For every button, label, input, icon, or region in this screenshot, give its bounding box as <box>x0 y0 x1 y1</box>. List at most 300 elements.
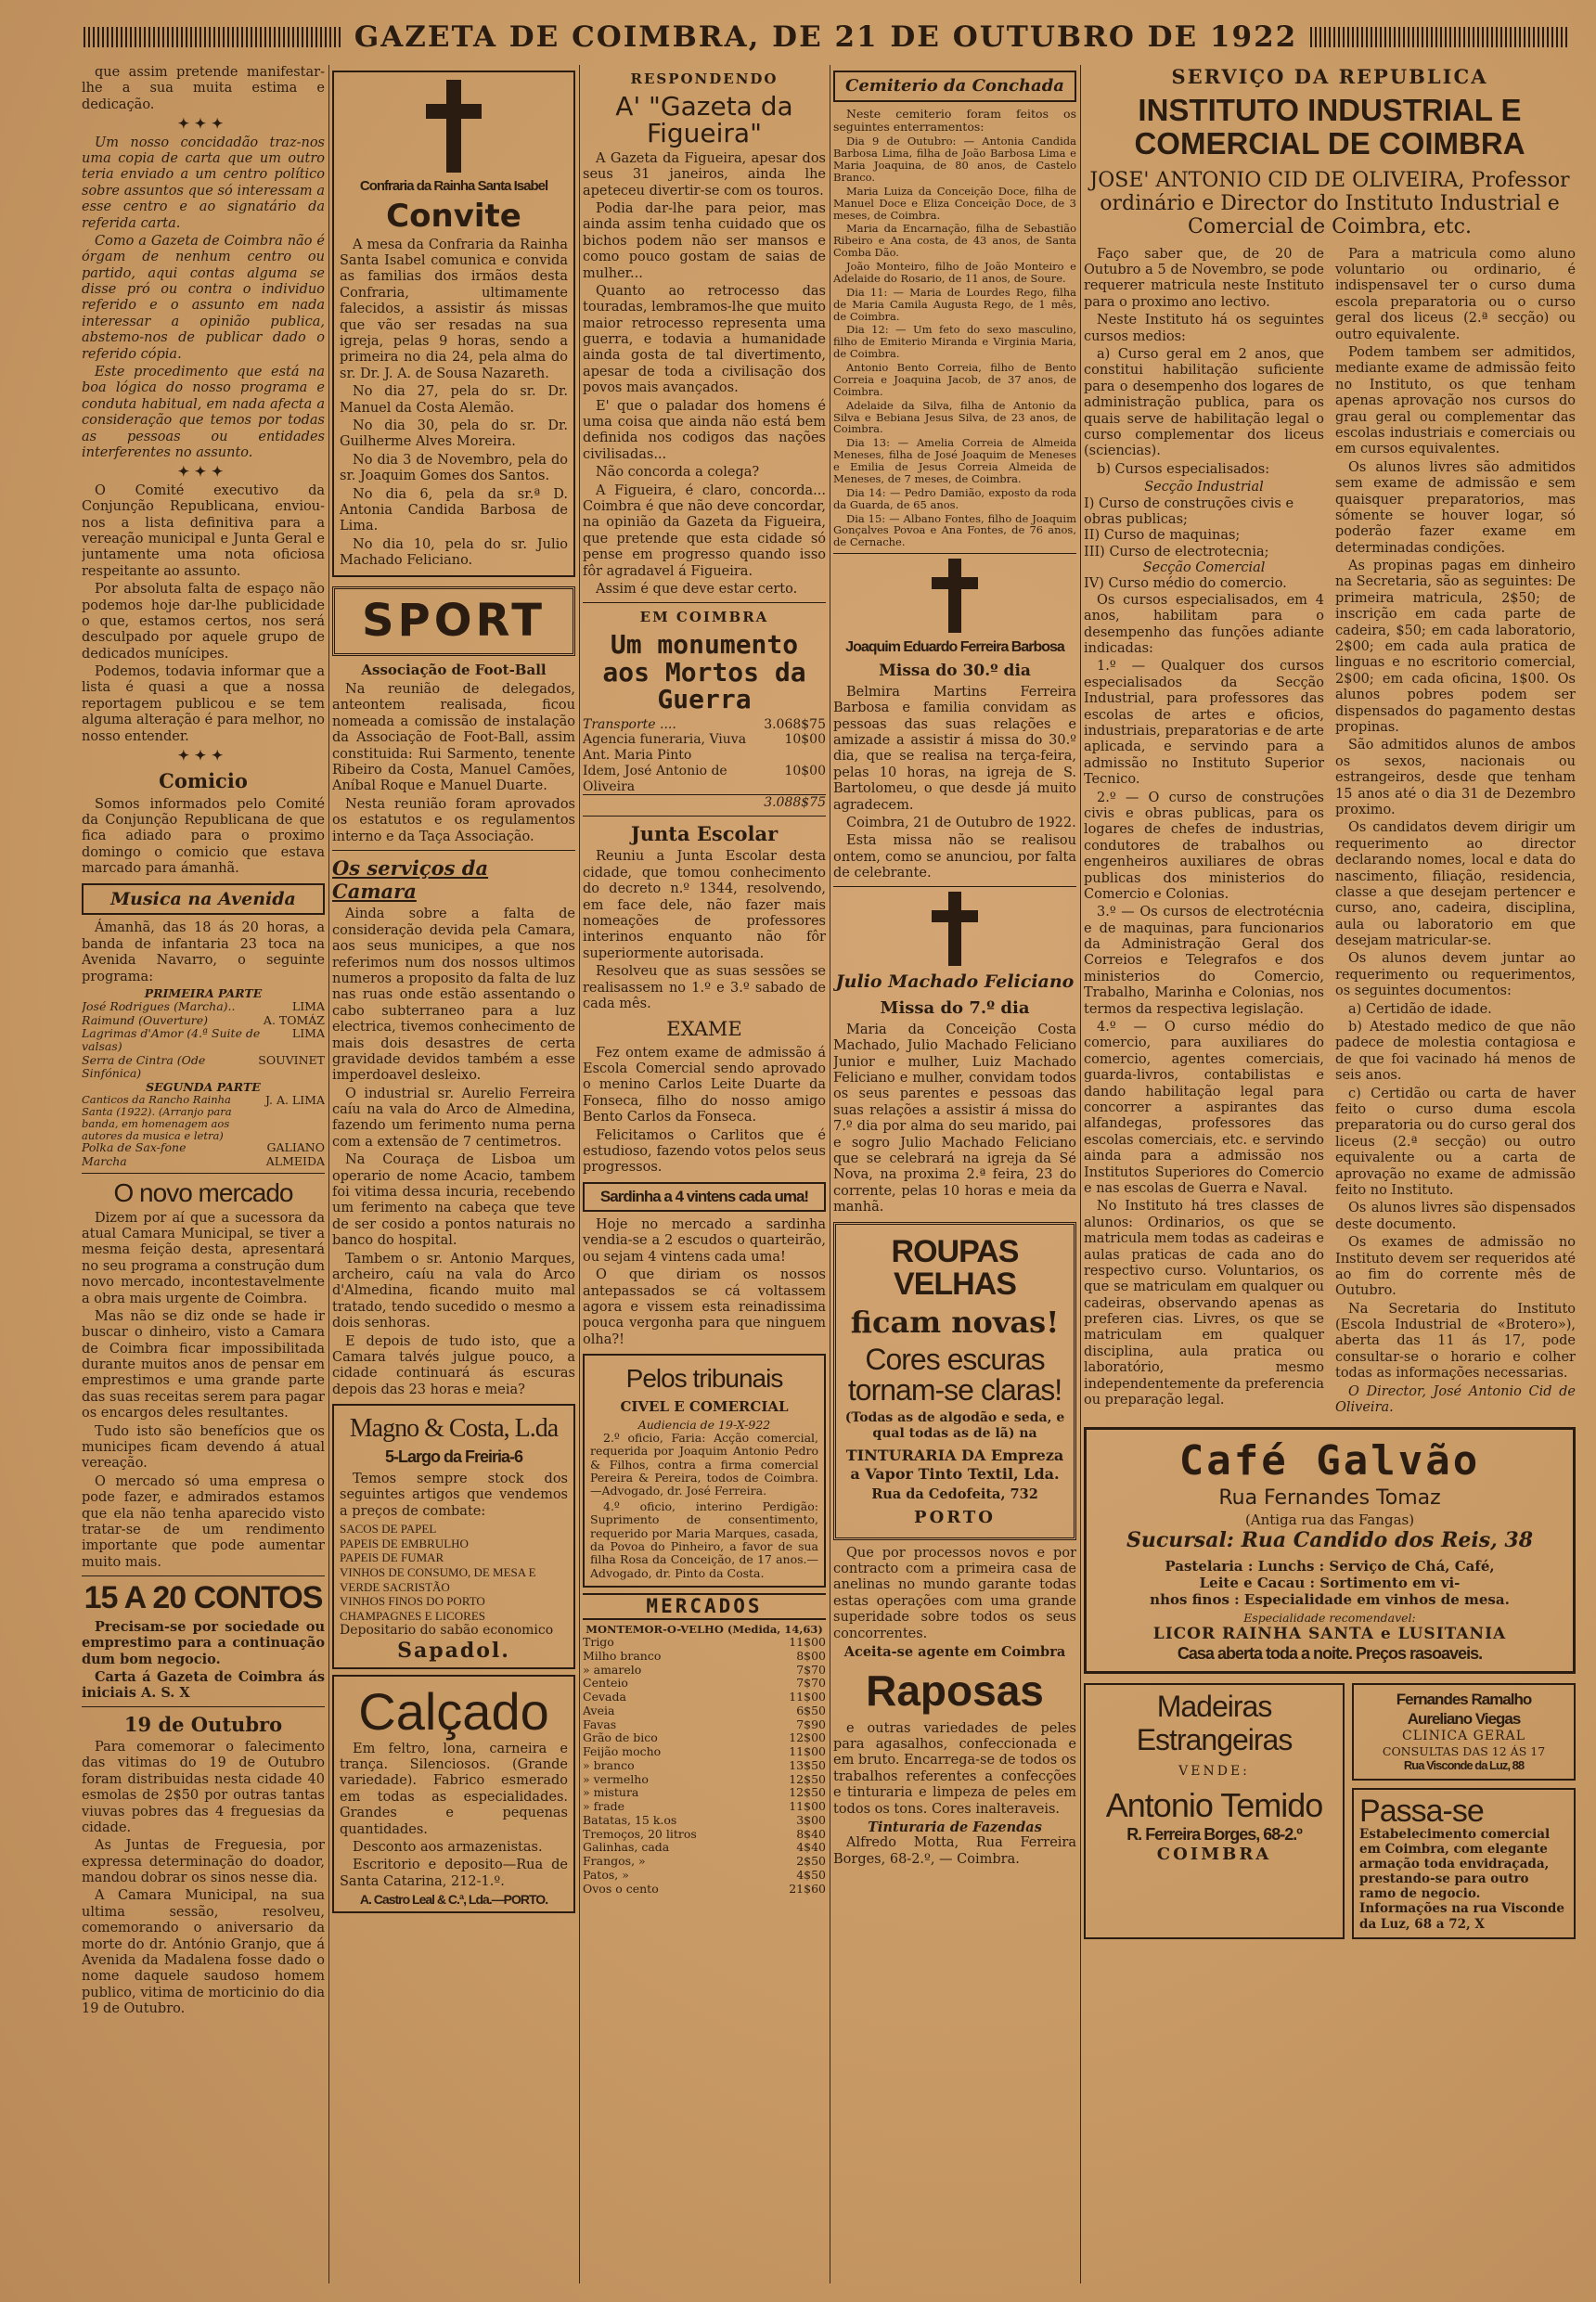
ad-heading: Magno & Costa, L.da <box>349 1414 559 1444</box>
article-heading-box <box>583 1182 826 1212</box>
price-item: Frangos, » <box>583 1854 646 1869</box>
price-item: » frade <box>583 1799 625 1814</box>
article-text: Belmira Martins Ferreira Barbosa e familia convidam as pessoas das suas relações e amizade a assistir á missa do 30.º dia, que se realisa na terça-feira, pelas 10 horas, na igreja de S. Bartolomeu, o que desde já muito agradecem. <box>833 684 1076 813</box>
masthead-hatch-left <box>84 27 341 47</box>
program-row <box>82 1141 325 1154</box>
passase-ad <box>1352 1788 1576 1939</box>
notice-text: Os alunos livres são admitidos sem exame de admissão e sem quaisquer preparatorios, mas sómente se houver logar, só poderão fazer exame em determinadas condições. <box>1335 459 1576 556</box>
subscription-amount: 10$00 <box>784 732 826 748</box>
tribunais-box <box>583 1354 826 1588</box>
burial-entry: Dia 13: — Amelia Correia de Almeida Meneses, filha de José Joaquim de Meneses e Emilia de Jesus Correia Almeida de Meneses, de 7 meses, de Coimbra. <box>833 436 1076 485</box>
ad-heading: Cores escuras tornam-se claras! <box>847 1342 1062 1408</box>
article-text: O que diriam os nossos antepassados se cá voltassem agora e vissem esta reinadissima pouca vergonha para que ninguem olha?! <box>583 1267 826 1347</box>
burial-entry: Antonio Bento Correia, filho de Bento Correia e Joaquina Jacob, de 37 anos, de Coimbra. <box>833 361 1076 398</box>
notice-text: b) Atestado medico de que não padece de molestia contagiosa e de que foi vacinado há menos de seis anos. <box>1335 1020 1576 1084</box>
price-row <box>583 1664 826 1678</box>
notice-text: Faço saber que, de 20 de Outubro a 5 de Novembro, se pode requerer matricula neste Instituto para o proximo ano lectivo. <box>1084 246 1324 310</box>
subheading: MONTEMOR-O-VELHO (Medida, 14,63) <box>586 1623 823 1637</box>
article-heading: Os serviços da Camara <box>332 856 489 904</box>
program-piece: Marcha <box>82 1153 127 1168</box>
program-row <box>82 1155 325 1168</box>
column-4 <box>833 65 1076 2283</box>
article-text: Na Couraça de Lisboa um operario de nome Acacio, tambem foi vitima dessa incuria, recebendo um ferimento na cabeça que teve de ser cosido a pontos naturais no banco do hospital. <box>332 1152 575 1249</box>
notice-text: 4.º — O curso médio do comercio, para auxiliares do comercio, agentes comerciais, guarda-livros, contabilistas e dando habilitação legal para concorrer a aspirantes das alfandegas, professores das escolas comerciais, etc. e servindo ainda para a admissão nos Institutos Superiores do Comercio e nas escolas de Guerra e Naval. <box>1084 1020 1324 1196</box>
separator-stars: ✦✦✦ <box>177 116 229 133</box>
price-item: Ovos o cento <box>583 1881 659 1896</box>
article-heading: Sardinha a 4 vintens cada uma! <box>599 1187 809 1205</box>
subscription-total <box>583 794 826 811</box>
price-value: 8$00 <box>796 1648 826 1663</box>
price-value: 11$00 <box>789 1799 826 1814</box>
price-row <box>583 1704 826 1718</box>
article-text: Mas não se diz onde se hade ir buscar o dinheiro, visto a Camara de Coimbra ficar impossibilitada durante muitos anos de pensar em emprestimos e uma grande parte das suas receitas serem para pagar os encargos deles resultantes. <box>82 1308 325 1421</box>
article-text: Fez ontem exame de admissão á Escola Comercial sendo aprovado o menino Carlos Leite Duarte da Fonseca, filho do nosso amigo Bento Carlos da Fonseca. <box>583 1045 826 1125</box>
section-heading: SERVIÇO DA REPUBLICA <box>1171 65 1488 88</box>
article-heading-box <box>82 883 325 916</box>
article-text: Maria da Conceição Costa Machado, Julio Machado Feliciano Junior e mulher, Luiz Machado Feliciano e mulher, convidam todos os seus parentes e pessoas das suas relações a assistir á missa do 7.º dia por alma do seu marido, pai e sogro Julio Machado Feliciano que se celebrará na igreja da Sé Nova, na proxima 2.ª feira, 23 do corrente, pelas 10 horas e meia da manhã. <box>833 1022 1076 1215</box>
program-composer: SOUVINET <box>258 1052 325 1067</box>
article-text: Quanto ao retrocesso das touradas, lembramos-lhe que muito maior retrocesso representa uma guerra, e todavia a humanidade ainda gosta de tal divertimento, apesar de toda a civilisação dos povos mais avançados. <box>583 283 826 396</box>
price-item: Feijão mocho <box>583 1744 662 1759</box>
article-text: Felicitamos o Carlitos que é estudioso, fazendo votos pelos seus progressos. <box>583 1127 826 1176</box>
ad-item: VINHOS FINOS DO PORTO <box>340 1594 485 1609</box>
sport-banner <box>332 586 575 657</box>
subscription-list <box>583 717 826 812</box>
article-text: Na reunião de delegados, anteontem realisada, ficou nomeada a comissão de instalação da Associação de Foot-Ball, assim constituida: Rui Sarmento, tenente Ribeiro da Costa, Manuel Camões, Aníbal Roque e Manuel Duarte. <box>332 682 575 794</box>
subscription-amount: 10$00 <box>784 763 826 778</box>
burial-entry: Dia 12: — Um feto do sexo masculino, filho de Emiterio Miranda e Virginia Maria, de Coimbra. <box>833 323 1076 361</box>
price-item: Tremoços, 20 litros <box>583 1826 697 1841</box>
masthead-hatch-right <box>1310 27 1568 47</box>
article-heading: Junta Escolar <box>630 822 779 846</box>
price-value: 4$50 <box>796 1867 826 1882</box>
obituary-mass: Missa do 7.º dia <box>880 998 1030 1019</box>
subscription-row <box>583 717 826 733</box>
price-row <box>583 1773 826 1787</box>
price-item: Milho branco <box>583 1648 662 1663</box>
ad-address: Rua Fernandes Tomaz <box>1218 1486 1441 1511</box>
sport-title: SPORT <box>361 594 547 647</box>
article-heading: Associação de Foot-Ball <box>361 662 547 679</box>
tinturaria-ad <box>833 1222 1076 1540</box>
price-row <box>583 1814 826 1828</box>
price-item: Batatas, 15 k.os <box>583 1812 677 1827</box>
article-text: O industrial sr. Aurelio Ferreira caíu na vala do Arco de Almedina, fazendo um ferimento numa perna com a extensão de 7 centimetros. <box>332 1086 575 1150</box>
notice-text: Os exames de admissão no Instituto devem ser requeridos até ao fim do corrente mês de Outubro. <box>1335 1235 1576 1299</box>
program-list <box>82 1094 325 1168</box>
price-row <box>583 1828 826 1842</box>
article-text: No dia 27, pela do sr. Dr. Manuel da Costa Alemão. <box>340 384 568 416</box>
article-text: E depois de tudo isto, que a Camara talvés julgue pouco, a cidade continuará ás escuras depois das 23 horas e meia? <box>332 1333 575 1397</box>
article-text: Coimbra, 21 de Outubro de 1922. <box>846 815 1076 830</box>
article-text: Ámanhã, das 18 ás 20 horas, a banda de infantaria 23 toca na Avenida Navarro, o seguinte programa: <box>82 920 325 984</box>
burial-list <box>833 135 1076 548</box>
article-heading: 19 de Outubro <box>123 1712 283 1736</box>
program-piece: Lagrimas d'Amor (4.ª Suite de valsas) <box>82 1026 261 1054</box>
column-2 <box>332 65 575 2283</box>
ad-stack <box>1352 1683 1576 1938</box>
price-row <box>583 1731 826 1745</box>
ad-brand: Sapadol. <box>397 1639 510 1664</box>
ad-name: Aureliano Viegas <box>1407 1709 1521 1728</box>
price-value: 2$50 <box>796 1854 826 1869</box>
notice-text: Podem tambem ser admitidos, mediante exame de admissão feito no Instituto, os que tenham apenas aprovação nos cursos do grau geral ou complementar das escolas industriais e comerciais ou em cursos equivalentes. <box>1335 345 1576 457</box>
masthead <box>84 13 1568 61</box>
ad-text: Depositario do sabão economico <box>340 1623 554 1639</box>
article-text: Somos informados pelo Comité da Conjunção Republicana de que fica adiado para o proximo domingo o comicio que estava marcado para ámanhã. <box>82 796 325 877</box>
obituary-name: Joaquim Eduardo Ferreira Barbosa <box>845 639 1064 656</box>
price-row <box>583 1718 826 1732</box>
burial-entry: Dia 15: — Albano Fontes, filho de Joaquim Gonçalves Povoa e Ana Fontes, de 76 anos, de Cernache. <box>833 511 1076 549</box>
article-text: Podemos, todavia informar que a lista é quasi a que a nossa reportagem publicou e se tem alguma alteração é para melhor, no nosso entender. <box>82 664 325 744</box>
price-value: 11$00 <box>789 1690 826 1704</box>
divider <box>82 1706 325 1707</box>
price-value: 7$90 <box>796 1717 826 1731</box>
program-list <box>82 1000 325 1080</box>
ad-text: Escritorio e deposito—Rua de Santa Catarina, 212-1.º. <box>340 1858 568 1889</box>
program-composer: GALIANO <box>266 1140 325 1155</box>
ad-heading: Madeiras Estrangeiras <box>1136 1690 1293 1756</box>
ad-address: 5-Largo da Freiria-6 <box>384 1447 523 1467</box>
article-text: 2.º oficio, Faria: Acção comercial, requerida por Joaquim Antonio Pedro & Filhos, contra a firma comercial Pereira & Pereira, todos de Coimbra.—Advogado, dr. José Ferreira. <box>590 1430 818 1498</box>
notice-text: 2.º — O curso de construções civis e obras publicas, para os logares de chefes de industrias, condutores de trabalhos ou engenheiros auxiliares de obras publicas dos ministerios do Comercio e Colonias. <box>1084 790 1324 902</box>
ad-item: CHAMPAGNES E LICORES <box>340 1608 485 1623</box>
ad-address: Rua Visconde da Luz, 88 <box>1403 1757 1525 1772</box>
column-1 <box>82 65 325 2283</box>
burial-entry: Maria Luiza da Conceição Doce, filha de Manuel Doce e Eliza Conceição Doce, de 3 meses, de Coimbra. <box>833 184 1076 222</box>
article-text: No dia 30, pela do sr. Dr. Guilherme Alves Moreira. <box>340 418 568 450</box>
magno-ad <box>332 1404 575 1669</box>
article-text: Podia dar-lhe para peior, mas ainda assim tenha cuidado que os bichos podem não ser mansos e como pouco gostam de saias de mulher... <box>583 200 826 281</box>
burial-entry: Dia 14: — Pedro Damião, exposto da roda da Guarda, de 65 anos. <box>833 485 1076 511</box>
notice-col-left <box>1084 247 1324 1419</box>
column-5 <box>1084 65 1576 2283</box>
price-row <box>583 1869 826 1883</box>
burial-entry: Maria da Encarnação, filha de Sebastião Ribeiro e Ana costa, de 43 anos, de Santa Comba Dão. <box>833 222 1076 260</box>
subscription-row <box>583 732 826 764</box>
program-row <box>82 1054 325 1081</box>
subscription-row <box>583 764 826 795</box>
notice-text: Neste Instituto há os seguintes cursos medios: <box>1084 313 1324 344</box>
notice-text: Os alunos devem juntar ao requerimento ou requerimentos, os seguintes documentos: <box>1335 951 1576 999</box>
article-text: O mercado só uma empresa o pode fazer, e admirados estamos que ela não tenha aparecido visto tratar-se de um rendimento importante que pode aumentar muito mais. <box>82 1473 325 1570</box>
article-heading: Cemiterio da Conchada <box>845 76 1064 96</box>
article-heading: Musica na Avenida <box>110 888 296 909</box>
price-value: 4$40 <box>796 1840 826 1855</box>
notice-text: No Instituto há tres classes de alunos: Ordinarios, os que se matricula mem todas as cadeiras e aulas praticas de cada ano do respectivo curso. Voluntarios, os que se matriculam em qualquer ou cadeiras, observando apenas as preferen cias. Livres, os que se matriculam em qualquer disciplina, aula pratica ou laboratório, mesmo independentemente da preferencia ou preparação legal. <box>1084 1199 1324 1408</box>
article-text: Para comemorar o falecimento das vitimas do 19 de Outubro foram distribuidas nesta cidade 40 esmolas de 2$50 por outras tantas viuvas pobres das 4 freguesias da cidade. <box>82 1739 325 1835</box>
subscription-label: Agencia funeraria, Viuva Ant. Maria Pinto <box>583 732 747 764</box>
article-text: Resolveu que as suas sessões se realisassem no 1.º e 3.º sabado de cada mês. <box>583 964 826 1011</box>
column-rule <box>328 65 329 2283</box>
price-value: 3$00 <box>796 1812 826 1827</box>
ad-text: Aceita-se agente em Coimbra <box>843 1644 1066 1661</box>
article-text: No dia 10, pela do sr. Julio Machado Feliciano. <box>340 536 568 569</box>
program-composer: LIMA <box>291 999 325 1014</box>
article-text: Um nosso concidadão traz-nos uma copia de carta que um outro teria enviado a um centro político sobre assuntos que só interessam a esse centro e ao signatário da referida carta. <box>82 135 325 231</box>
notice-text: b) Cursos especialisados: <box>1097 461 1270 477</box>
price-value: 8$40 <box>796 1826 826 1841</box>
price-row <box>583 1800 826 1814</box>
subscription-amount: 3.068$75 <box>764 716 826 732</box>
notice-text: Os cursos especialisados, em 4 anos, habilitam para o desempenho das funções adiante indicadas: <box>1084 592 1324 657</box>
article-text: Por absoluta falta de espaço não podemos hoje dar-lhe publicidade o que, estamos certos, nos será desculpado por aquele grupo de dedicados munícipes. <box>82 582 325 662</box>
price-row <box>583 1883 826 1897</box>
price-item: Grão de bico <box>583 1730 658 1745</box>
ad-line: Especialidade recomendavel: <box>1243 1610 1416 1625</box>
madeiras-ad <box>1084 1683 1345 1938</box>
price-row <box>583 1855 826 1869</box>
program-piece: Serra de Cintra (Ode Sinfónica) <box>82 1052 206 1081</box>
kicker: RESPONDENDO <box>630 71 779 87</box>
price-item: » branco <box>583 1757 635 1772</box>
price-value: 11$00 <box>789 1744 826 1759</box>
article-text: A mesa da Confraria da Rainha Santa Isabel comunica e convida as familias dos irmãos desta Confraria, ultimamente falecidos, a assistir ás missas que vão ser resadas na sua igreja, pelas 9 horas, sendo a primeira no dia 24, pela alma do sr. Dr. J. A. de Sousa Nazareth. <box>340 237 568 381</box>
ad-address: (Antiga rua das Fangas) <box>1244 1511 1415 1528</box>
price-row <box>583 1745 826 1759</box>
article-heading-box <box>833 71 1076 102</box>
notice-text: a) Certidão de idade. <box>1348 1001 1492 1017</box>
price-row <box>583 1677 826 1691</box>
article-text: A Figueira, é claro, concorda... Coimbra é que não deve concordar, na opinião da Gazeta da Figueira, que pretende que esta cidade só pense em progresso quando isso fôr agradavel á Figueira. <box>583 482 826 579</box>
ad-firm: A. Castro Leal & C.ª, Lda.—PORTO. <box>359 1892 548 1908</box>
ad-address: Alfredo Motta, Rua Ferreira Borges, 68-2.º, — Coimbra. <box>833 1835 1076 1867</box>
ad-text: Temos sempre stock dos seguintes artigos que vendemos a preços de combate: <box>340 1472 568 1519</box>
burial-entry: João Monteiro, filho de João Monteiro e Adelaide do Rosario, de 11 anos, de Soure. <box>833 260 1076 285</box>
program-composer: ALMEIDA <box>265 1153 325 1168</box>
separator-stars: ✦✦✦ <box>177 464 229 481</box>
price-item: » mistura <box>583 1785 639 1800</box>
notice-item: III) Curso de electrotecnia; <box>1084 544 1269 559</box>
article-text: No dia 6, pela da sr.ª D. Antonia Candida Barbosa de Lima. <box>340 486 568 534</box>
ad-line: nhos finos : Especialidade em vinhos de mesa. <box>1150 1590 1510 1608</box>
divider <box>82 1575 325 1576</box>
cross-icon <box>932 892 978 966</box>
program-row <box>82 1027 325 1054</box>
ad-text: CLINICA GERAL <box>1402 1729 1525 1744</box>
article-heading: Pelos tribunais <box>625 1364 783 1394</box>
price-item: Aveia <box>583 1703 615 1717</box>
ad-text: Precisam-se por sociedade ou emprestimo para a continuação dum bom negocio. <box>82 1618 325 1667</box>
divider <box>583 602 826 603</box>
clinica-ad <box>1352 1683 1576 1780</box>
article-text: Tudo isto são benefícios que os municipes ficam devendo á atual vereação. <box>82 1423 325 1472</box>
article-text: Esta missa não se realisou ontem, como se anunciou, por falta de celebrante. <box>833 833 1076 881</box>
program-row <box>82 1000 325 1013</box>
subscription-label: Transporte .... <box>583 716 676 732</box>
notice-item: IV) Curso médio do comercio. <box>1084 576 1287 592</box>
article-text: E' que o paladar dos homens é uma coisa que ainda não está bem definida nos codigos das nações civilisadas... <box>583 398 826 462</box>
price-value: 13$50 <box>789 1757 826 1772</box>
article-text: Hoje no mercado a sardinha vendia-se a 2 escudos o quarteirão, ou sejam 4 vintens cada uma! <box>583 1217 826 1265</box>
article-heading: Comicio <box>159 769 248 793</box>
program-composer: A. TOMÁZ <box>263 1012 325 1027</box>
notice-text: Na Secretaria do Instituto (Escola Industrial de «Brotero»), aberta das 11 ás 17, pode consultar-se o horario e colher todas as informações necessarias. <box>1335 1301 1576 1382</box>
article-text: O Comité executivo da Conjunção Republicana, enviou-nos a lista definitiva para a vereação municipal e Junta Geral e juntamente uma nota oficiosa respeitante ao assunto. <box>82 482 325 579</box>
ad-heading: ROUPAS VELHAS <box>891 1233 1019 1303</box>
burial-entry: Dia 9 de Outubro: — Antonia Candida Barbosa Lima, filha de João Barbosa Lima e Maria Joaquina, de 80 anos, de Castelo Branco. <box>833 135 1076 184</box>
price-value: 12$50 <box>789 1785 826 1800</box>
institute-notice <box>1084 247 1576 1419</box>
notice-text: 3.º — Os cursos de electrotécnia e de maquinas, para funcionarios da Administração Geral dos Correios e Telegrafos e dos ministerios do Comercio, Trabalho, Marinha e Colonias, nos termos da respectiva legislação. <box>1084 905 1324 1017</box>
price-row <box>583 1650 826 1664</box>
article-text: Como a Gazeta de Coimbra não é órgam de nenhum centro ou partido, aqui contas alguma se disse pró ou contra o individuo referido e o assunto em nada interessar a opinião publica, abstemo-nos de publicar dado o referido cópia. <box>82 233 325 362</box>
ad-line: Leite e Cacau : Sortimento em vi- <box>1199 1574 1461 1591</box>
article-heading: A' "Gazeta da Figueira" <box>615 91 793 149</box>
notice-text: c) Certidão ou carta de haver feito o curso duma escola preparatoria ou do curso geral dos liceus (2.ª secção) ou outro equivalente ou a carta de aprovação no exame de admissão feito no Instituto. <box>1335 1086 1576 1198</box>
price-list <box>583 1636 826 1896</box>
divider <box>833 553 1076 554</box>
cross-icon <box>932 559 978 633</box>
ad-item: PAPEIS DE EMBRULHO <box>340 1536 469 1550</box>
article-text: Assim é que deve estar certo. <box>596 581 798 597</box>
article-text: Este procedimento que está na boa lógica do nosso programa e conduta habitual, em nada afecta a consideração que temos por todas as pessoas ou entidades interferentes no assunto. <box>82 365 325 460</box>
confraria-notice <box>332 71 575 577</box>
ad-heading: Calçado <box>358 1681 549 1741</box>
ad-heading: ficam novas! <box>850 1304 1060 1340</box>
notice-text: 1.º — Qualquer dos cursos especialisados da Secção Industrial, para professores das escolas de artes e oficios, industriais, preparatorias e de arte aplicada, e servindo para a admissão no Instituto Superior Tecnico. <box>1084 659 1324 788</box>
ad-text: Que por processos novos e por contracto com a primeira casa de anelinas no mundo garante todas estas operações com uma grande superidade sobre todos os seus concorrentes. <box>833 1545 1076 1641</box>
article-heading: Um monumento aos Mortos da Guerra <box>602 629 806 715</box>
notice-text: São admitidos alunos de ambos os sexos, nacionais ou estrangeiros, desde que tenham 15 anos até o dia 31 de Dezembro proximo. <box>1335 738 1576 817</box>
subheading: CIVEL E COMERCIAL <box>620 1397 789 1415</box>
column-3 <box>583 65 826 2283</box>
divider <box>833 886 1076 887</box>
price-item: Cevada <box>583 1690 626 1704</box>
ad-name: Fernandes Ramalho <box>1396 1691 1532 1709</box>
program-part: PRIMEIRA PARTE <box>144 985 263 1000</box>
ad-city: COIMBRA <box>1156 1845 1272 1865</box>
ad-company: Tinturaria de Fazendas <box>868 1819 1042 1835</box>
notice-item: I) Curso de construções civis e obras publicas; <box>1084 495 1294 527</box>
notice-text: Os alunos livres são dispensados deste documento. <box>1335 1201 1576 1232</box>
price-item: Trigo <box>583 1635 614 1650</box>
program-part: SEGUNDA PARTE <box>146 1079 261 1094</box>
obituary-name: Julio Machado Feliciano <box>835 971 1075 993</box>
notice-subheading: Secção Comercial <box>1142 560 1266 576</box>
confraria-title: Confraria da Rainha Santa Isabel <box>359 178 548 194</box>
cafe-ad <box>1084 1427 1576 1674</box>
ad-heading: Raposas <box>866 1666 1044 1716</box>
ad-item: VINHOS DE CONSUMO, DE MESA E VERDE SACRISTÃO <box>340 1565 536 1594</box>
price-row <box>583 1841 826 1855</box>
article-heading: MERCADOS <box>583 1593 826 1620</box>
price-item: Favas <box>583 1717 617 1731</box>
price-row <box>583 1636 826 1650</box>
program-row <box>82 1094 325 1142</box>
ad-name: Antonio Temido <box>1105 1785 1323 1824</box>
price-value: 12$00 <box>789 1730 826 1745</box>
notice-text: As propinas pagas em dinheiro na Secretaria, são as seguintes: De primeira matricula, 2$50; de inscrição em cada parte de cadeira, $50; em cada laboratorio, 2$00; em cada aula pratica de linguas e no escritorio comercial, 2$00; em cada oficina, 1$00. Os alunos pobres podem ser dispensados do pagamento destas propinas. <box>1335 559 1576 735</box>
price-value: 12$50 <box>789 1771 826 1786</box>
program-composer: LIMA <box>291 1026 325 1041</box>
divider <box>82 1173 325 1174</box>
article-text: Tambem o sr. Antonio Marques, archeiro, caíu na vala do Arco d'Almedina, ficando muito mal tratado, tendo sucedido o mesmo a dois senhoras. <box>332 1251 575 1331</box>
article-text: No dia 3 de Novembro, pela do sr. Joaquim Gomes dos Santos. <box>340 452 568 484</box>
price-row <box>583 1786 826 1800</box>
article-text: As Juntas de Freguesia, por expressa determinação do doador, mandou dobrar os sinos nesse dia. <box>82 1838 325 1886</box>
ad-text: VENDE: <box>1178 1763 1250 1779</box>
article-text: Neste cemiterio foram feitos os seguintes enterramentos: <box>833 106 1076 134</box>
divider <box>583 816 826 817</box>
cross-icon <box>426 80 482 173</box>
separator-stars: ✦✦✦ <box>177 748 229 765</box>
price-value: 21$60 <box>789 1881 826 1896</box>
ad-heading: Passa-se <box>1359 1793 1484 1829</box>
ad-item: PAPEIS DE FUMAR <box>340 1550 444 1565</box>
burial-entry: Dia 11: — Maria de Lourdes Rego, filha de Maria Camila Augusta Rego, de 1 mês, de Coimbra. <box>833 285 1076 323</box>
program-piece: José Rodrigues (Marcha).. <box>82 999 236 1014</box>
subheading: Audiencia de 19-X-922 <box>637 1417 771 1432</box>
article-text: Nesta reunião foram aprovados os estatutos e os regulamentos interno e da Taça Associação. <box>332 796 575 844</box>
notice-text: Os candidatos devem dirigir um requerimento ao director declarando nomes, local e data do nascimento, filiação, residencia, classe a que desejam pertencer e curso, ano, cadeira, disciplina, aula ou laboratorio em que desejam matricular-se. <box>1335 820 1576 949</box>
article-heading: EXAME <box>666 1018 742 1041</box>
ad-text: (Todas as de algodão e seda, e qual todas as de lã) na <box>844 1409 1065 1441</box>
column-rule <box>579 65 580 2283</box>
ad-items <box>340 1522 568 1623</box>
director-line: JOSE' ANTONIO CID DE OLIVEIRA, Professor ordinário e Director do Instituto Industrial e Comercial de Coimbra, etc. <box>1089 168 1570 239</box>
notice-col-right <box>1335 247 1576 1419</box>
subscription-amount: 3.088$75 <box>764 795 826 811</box>
program-piece: Canticos da Rancho Rainha Santa (1922). (Arranjo para banda, em homenagem aos autores da musica e letra) <box>82 1092 232 1142</box>
notice-item: II) Curso de maquinas; <box>1084 528 1241 544</box>
notice-text: a) Curso geral em 2 anos, que constitui habilitação suficiente para o desempenho dos logares de administração publica, para os quais serve de habilitação legal o curso complementar dos liceus (sciencias). <box>1084 347 1324 459</box>
ad-text: Estabelecimento comercial em Coimbra, com elegante armação toda envidraçada, prestando-se para outro ramo de negocio. Informações na rua Visconde da Luz, 68 a 72, X <box>1359 1826 1564 1932</box>
article-text: Reuniu a Junta Escolar desta cidade, que tomou conhecimento do decreto n.º 1344, resolvendo, em face dele, não fazer mais nomeações de professores interinos enquanto não fôr superiormente autorisada. <box>583 849 826 961</box>
notice-subheading: Secção Industrial <box>1144 480 1264 495</box>
ad-line: Pastelaria : Lunchs : Serviço de Chá, Café, <box>1165 1557 1495 1575</box>
burial-entry: Adelaide da Silva, filha de Antonio da Silva e Bebiana Jesus Silva, de 23 anos, de Coimbra. <box>833 398 1076 436</box>
ad-address: Rua da Cedofeita, 732 <box>871 1485 1038 1502</box>
article-text: 4.º oficio, interino Perdigão: Suprimento de consentimento, requerido por Maria Marques, casada, da Povoa do Pinheiro, a favor de sua filha Rosa da Conceição, de 17 anos.—Advogado, dr. Pinto da Costa. <box>590 1498 818 1580</box>
article-heading: O novo mercado <box>113 1178 293 1208</box>
ad-text: e outras variedades de peles para agasalhos, confeccionada e em bruto. Encarrega-se de todos os trabalhos referentes a confecções e tinturaria e limpeza de peles em todos os tons. Cores inalteraveis. <box>833 1720 1076 1817</box>
price-value: 11$00 <box>789 1635 826 1650</box>
ad-line: Casa aberta toda a noite. Preços rasoaveis. <box>1177 1643 1483 1663</box>
ad-city: PORTO <box>914 1508 996 1528</box>
small-ads-row <box>1084 1683 1576 1938</box>
ad-text: Em feltro, lona, carneira e trança. Silenciosos. (Grande variedade). Fabrico esmerado em todas as especialidades. Grandes e pequenas quantidades. <box>340 1741 568 1837</box>
ad-branch: Sucursal: Rua Candido dos Reis, 38 <box>1126 1527 1534 1552</box>
notice-signature: O Director, José Antonio Cid de Oliveira. <box>1335 1383 1576 1416</box>
price-value: 7$70 <box>796 1662 826 1677</box>
ad-text: Carta á Gazeta de Coimbra ás iniciais A. S. X <box>82 1669 325 1702</box>
kicker: EM COIMBRA <box>639 609 769 626</box>
article-text: A Gazeta da Figueira, apesar dos seus 31 janeiros, ainda lhe apeteceu divertir-se com os touros. <box>583 150 826 199</box>
ad-text: Desconto aos armazenistas. <box>353 1839 543 1855</box>
ad-company: TINTURARIA DA Empreza a Vapor Tinto Textil, Lda. <box>845 1447 1064 1483</box>
price-item: Patos, » <box>583 1867 629 1882</box>
subscription-label: Idem, José Antonio de Oliveira <box>583 763 727 794</box>
article-text: Ainda sobre a falta de consideração devida pela Camara, aos seus municipes, a que nos referimos num dos nossos ultimos numeros a proposito da falta de luz nas ruas onde estão assentando o cabo subterraneo para a luz electrica, tivemos conhecimento de mais dois desastres de certa gravidade devidos também a esse imperdoavel desleixo. <box>332 907 575 1084</box>
institute-title: INSTITUTO INDUSTRIAL E COMERCIAL DE COIMBRA <box>1134 93 1525 161</box>
ad-heading: 15 A 20 CONTOS <box>84 1580 323 1616</box>
program-piece: Polka de Sax-fone <box>82 1140 187 1155</box>
masthead-title: GAZETA DE COIMBRA, DE 21 DE OUTUBRO DE 1922 <box>354 20 1298 54</box>
column-rule <box>1080 65 1081 2283</box>
price-item: » vermelho <box>583 1771 649 1786</box>
ad-heading: Café Galvão <box>1178 1437 1481 1485</box>
price-item: » amarelo <box>583 1662 642 1677</box>
notice-text: Para a matricula como aluno voluntario ou ordinario, é indispensavel ter o curso duma escola preparatoria ou o curso geral dos liceus (2.ª secção) ou outro equivalente. <box>1335 246 1576 342</box>
price-item: Galinhas, cada <box>583 1840 670 1855</box>
calcado-ad <box>332 1675 575 1913</box>
price-value: 7$70 <box>796 1676 826 1691</box>
article-text: que assim pretende manifestar-lhe a sua muita estima e dedicação. <box>82 65 325 112</box>
article-text: Não concorda a colega? <box>596 465 760 481</box>
ad-line: LICOR RAINHA SANTA e LUSITANIA <box>1152 1625 1507 1644</box>
divider <box>332 850 575 851</box>
